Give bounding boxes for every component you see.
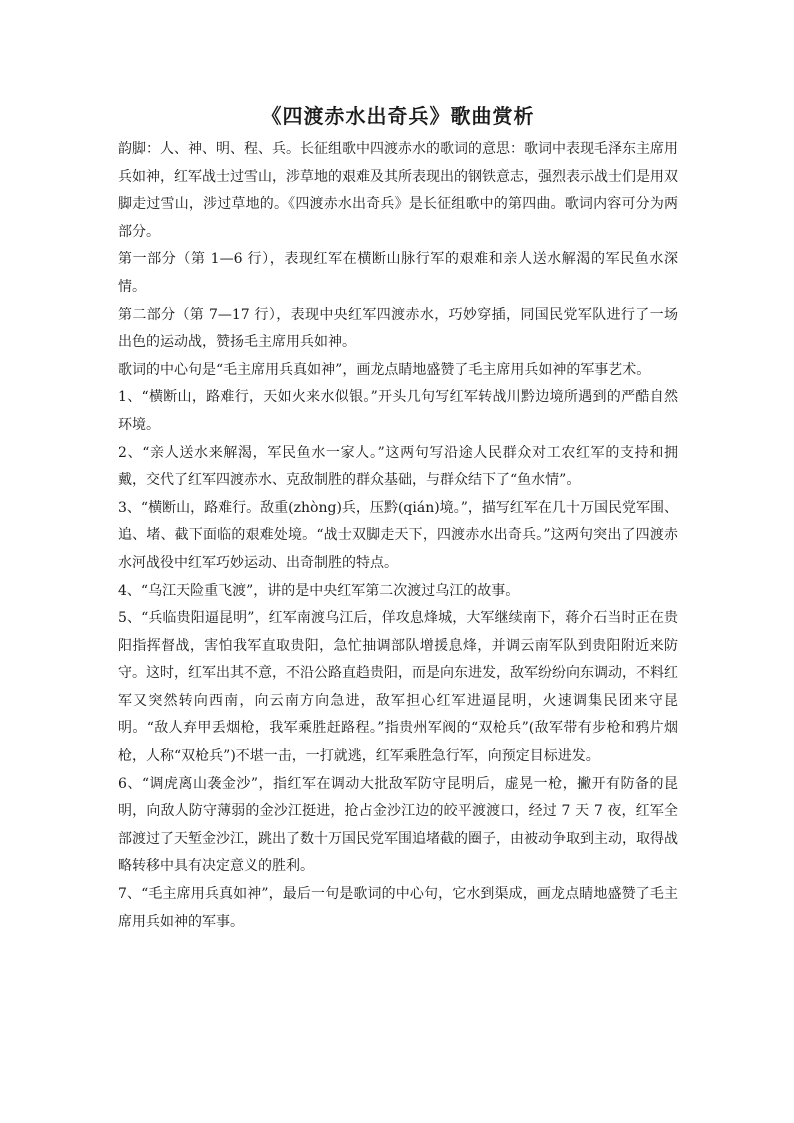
paragraph-part-two: 第二部分（第 7—17 行），表现中央红军四渡赤水，巧妙穿插，同国民党军队进行了一场出色的运动战，赞扬毛主席用兵如神。: [118, 306, 678, 351]
paragraph-item-1: 1、“横断山，路难行，天如火来水似银。”开头几句写红军转战川黔边境所遇到的严酷自然环境。: [118, 389, 678, 433]
paragraph-rhyme-intro: 韵脚：人、神、明、程、兵。长征组歌中四渡赤水的歌词的意思：歌词中表现毛泽东主席用兵如神，红军战士过雪山，涉草地的艰难及其所表现出的钢铁意志，强烈表示战士们是用双脚走过雪山，涉过草地的。《四渡赤水出奇兵》是长征组歌中的第四曲。歌词内容可分为两部分。: [118, 141, 678, 240]
paragraph-item-4: 4、“乌江天险重飞渡”，讲的是中央红军第二次渡过乌江的故事。: [118, 582, 520, 599]
paragraph-item-6: 6、“调虎离山袭金沙”，指红军在调动大批敌军防守昆明后，虚晃一枪，撇开有防备的昆明，向敌人防守薄弱的金沙江挺进，抢占金沙江边的皎平渡渡口，经过 7 天 7 夜，红军全部渡过了天堑金沙江，跳出了数十万国民党军围追堵截的圈子，由被动争取到主动，取得战略转移中具有决定意义的胜利。: [118, 775, 678, 875]
paragraph-item-5: 5、“兵临贵阳逼昆明”，红军南渡乌江后，佯攻息烽城，大军继续南下，蒋介石当时正在贵阳指挥督战，害怕我军直取贵阳，急忙抽调部队增援息烽，并调云南军队到贵阳附近来防守。这时，红军出其不意，不沿公路直趋贵阳，而是向东进发，敌军纷纷向东调动，不料红军又突然转向西南，向云南方向急进，敌军担心红军进逼昆明，火速调集民团来守昆明。“敌人弃甲丢烟枪，我军乘胜赶路程。”指贵州军阀的“双枪兵”(敌军带有步枪和鸦片烟枪，人称“双枪兵”)不堪一击，一打就逃，红军乘胜急行军，向预定目标进发。: [118, 610, 678, 765]
paragraph-item-7: 7、“毛主席用兵真如神”，最后一句是歌词的中心句，它水到渠成，画龙点睛地盛赞了毛主席用兵如神的军事。: [118, 886, 678, 930]
document-title: 《四渡赤水出奇兵》歌曲赏析: [261, 104, 535, 128]
paragraph-item-2: 2、“亲人送水来解渴，军民鱼水一家人。”这两句写沿途人民群众对工农红军的支持和拥戴，交代了红军四渡赤水、克敌制胜的群众基础，与群众结下了“鱼水情”。: [118, 444, 678, 489]
paragraph-part-one: 第一部分（第 1—6 行），表现红军在横断山脉行军的艰难和亲人送水解渴的军民鱼水深情。: [118, 251, 678, 295]
paragraph-item-3: 3、“横断山，路难行。敌重(zhòng)兵，压黔(qián)境。”，描写红军在几十万国民党军围、追、堵、截下面临的艰难处境。“战士双脚走天下，四渡赤水出奇兵。”这两句突出了四渡赤水河战役中红军巧妙运动、出奇制胜的特点。: [118, 499, 678, 571]
document-page: [118, 96, 678, 936]
paragraph-central-line: 歌词的中心句是“毛主席用兵真如神”，画龙点睛地盛赞了毛主席用兵如神的军事艺术。: [118, 361, 651, 378]
